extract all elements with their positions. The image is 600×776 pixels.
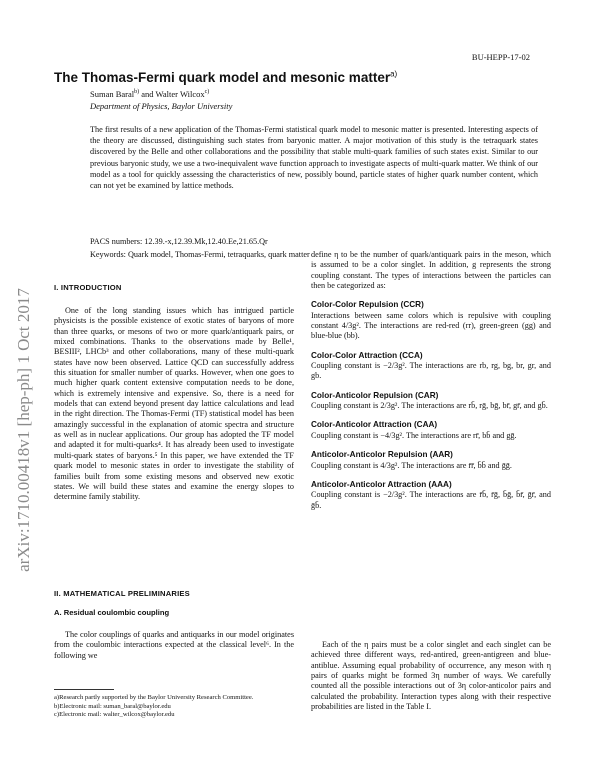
right-column-body: [311, 250, 551, 511]
author-footnote-mark: c): [204, 89, 210, 96]
interaction-body: Interactions between same colors which is repulsive with coupling constant 4/3g². The interactions are red-red (rr), green-green (gg) and blue-blue (bb).: [311, 310, 551, 341]
interaction-block: [311, 300, 551, 341]
interaction-body: Coupling constant is 4/3g². The interactions are r̄r̄, b̄b̄ and ḡḡ.: [311, 460, 512, 470]
section-heading-introduction: I. INTRODUCTION: [54, 283, 122, 292]
title-text: The Thomas-Fermi quark model and mesonic matter: [54, 70, 391, 85]
introduction-body: [54, 306, 294, 503]
title-footnote-mark: a): [390, 69, 398, 79]
affiliation: Department of Physics, Baylor University: [90, 101, 233, 111]
pacs-numbers: PACS numbers: 12.39.-x,12.39.Mk,12.40.Ee,21.65.Qr: [90, 237, 268, 246]
interaction-title: Color-Color Repulsion (CCR): [311, 300, 424, 310]
arxiv-stamp: [6, 230, 36, 630]
interaction-body: Coupling constant is −4/3g². The interactions are rr̄, bb̄ and gḡ.: [311, 430, 517, 440]
subsection-heading-coulombic: A. Residual coulombic coupling: [54, 608, 170, 617]
interaction-title: Color-Anticolor Attraction (CAA): [311, 420, 438, 430]
interaction-block: [311, 480, 551, 511]
footnotes: [54, 694, 294, 720]
section-heading-math: II. MATHEMATICAL PRELIMINARIES: [54, 589, 190, 598]
interaction-block: [311, 420, 551, 441]
keywords: Keywords: Quark model, Thomas-Fermi, tetraquarks, quark matter: [90, 250, 310, 259]
footnote: b)Electronic mail: suman_baral@baylor.edu: [54, 702, 171, 710]
coulombic-body: [54, 630, 294, 661]
interaction-block: [311, 351, 551, 382]
paragraph: Each of the η pairs must be a color singlet and each singlet can be achieved three different ways, red-antired, green-antigreen and blue-antiblue. Assuming equal probability of occurrence, any meson with η pairs of quarks might be formed 3η number of ways. We carefully counted all the possible interactions out of 3η color-anticolor pairs and calculated the probability. Interaction types along with their respective probabilities are listed in the Table I.: [311, 640, 551, 712]
arxiv-stamp-text: arXiv:1710.00418v1 [hep-ph] 1 Oct 2017: [14, 288, 33, 572]
paragraph: define η to be the number of quark/antiquark pairs in the meson, which is assumed to be a color singlet. In addition, g represents the strong coupling constant. The types of interactions between the particles can then be categorized as:: [311, 250, 551, 291]
abstract: The first results of a new application of the Thomas-Fermi statistical quark model to mesonic matter is presented. Interesting aspects of the theory are discussed, distinguishing such states from baryonic matter. A major motivation of this study is the tetraquark states discovered by the Belle and other collaborations and the possibility that stable multi-quark families of such states exist. Similar to our previous baryonic study, we use a two-inequivalent wave function approach to investigate aspects of multi-quark matter. We think of our model as a tool for quickly assessing the characteristics of new, possibly bound, particle states of higher quark number content, which can not yet be examined by lattice methods.: [90, 125, 538, 191]
interaction-body: Coupling constant is 2/3g². The interactions are rb̄, rḡ, bḡ, br̄, gr̄, and gb̄.: [311, 401, 548, 411]
interaction-title: Color-Color Attraction (CCA): [311, 350, 423, 360]
footnote: a)Research partly supported by the Baylor University Research Committee.: [54, 694, 254, 701]
interaction-block: [311, 391, 551, 412]
interaction-body: Coupling constant is −2/3g². The interactions are r̄b̄, r̄ḡ, b̄ḡ, b̄r̄, ḡr̄, and ḡb̄.: [311, 490, 551, 510]
author-conjunction: and: [141, 89, 154, 99]
paragraph: One of the long standing issues which has intrigued particle physicists is the possible existence of exotic states of baryons of more than three quarks, or mesons of two or more quark/antiquark pairs, or mixed combinations. Thanks to the observations made by Belle¹, BESIII², LHCb³ and other collaborations, many of these multi-quark states have now been observed. Lattice QCD can successfully address this situation for smaller number of quarks. However, when one goes to much higher quark content extensive computation needs to be done, which is extremely intensive and expensive. So, there is a need for models that can extend beyond present day lattice calculations and lead in the right direction. The Thomas-Fermi (TF) statistical model has been amazingly successful in the explanation of atomic spectra and structure as well as in nuclear applications. Our group has adopted the TF model and adapted it for multi-quarks⁴. It has already been used to investigate multi-quark states of baryons.⁵ In this paper, we have extended the TF quark model to mesonic states in order to investigate the stability of families built from some existing mesons and observed new exotic states. We will build these states and examine the energy slopes to determine family stability.: [54, 306, 294, 502]
footnote-divider: [54, 689, 114, 690]
interaction-title: Color-Anticolor Repulsion (CAR): [311, 390, 439, 400]
author-footnote-mark: b): [134, 89, 140, 96]
paper-title: [54, 70, 534, 85]
author-name: Walter Wilcox: [155, 89, 205, 99]
paragraph: The color couplings of quarks and antiquarks in our model originates from the coulombic interactions expected at the classical level⁶. In the following we: [54, 630, 294, 660]
interaction-body: Coupling constant is −2/3g². The interactions are rb, rg, bg, br, gr, and gb.: [311, 361, 551, 381]
author-list: [90, 89, 209, 99]
footnote: c)Electronic mail: walter_wilcox@baylor.edu: [54, 711, 175, 719]
interaction-block: [311, 450, 551, 471]
interaction-title: Anticolor-Anticolor Attraction (AAA): [311, 479, 452, 489]
report-number: BU-HEPP-17-02: [471, 52, 530, 62]
interaction-title: Anticolor-Anticolor Repulsion (AAR): [311, 450, 453, 460]
author-name: Suman Baral: [90, 89, 135, 99]
probability-paragraph: [311, 640, 551, 712]
